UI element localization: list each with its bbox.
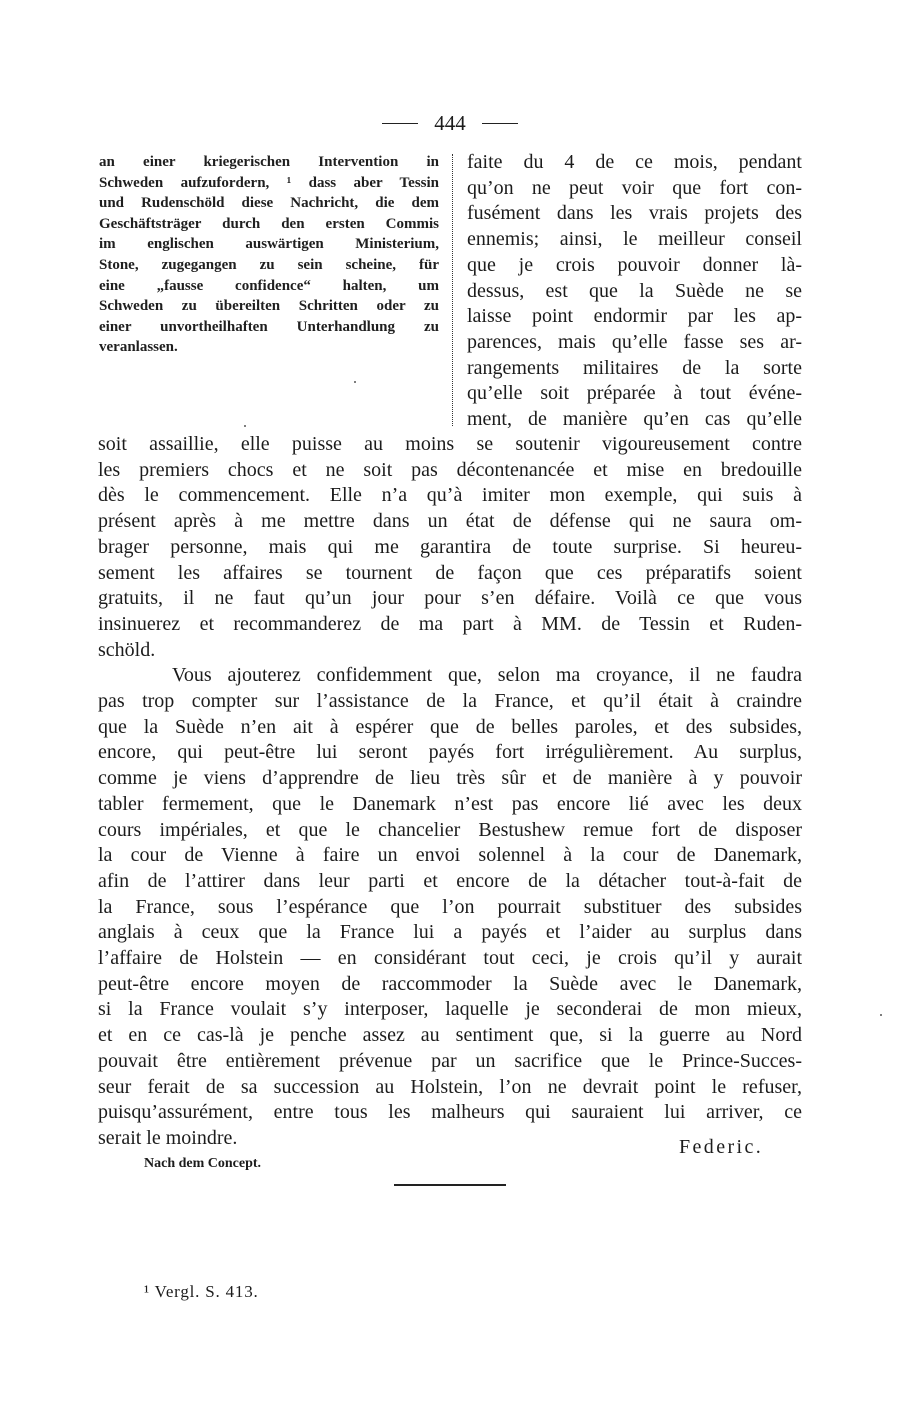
note-line: und Rudenschöld diese Nachricht, die dem bbox=[99, 195, 439, 212]
body-line: puisqu’assurément, entre tous les malheurs qui sauraient lui arriver, ce bbox=[98, 1101, 802, 1124]
body-line: seur ferait de sa succession au Holstein, l’on ne devrait point le refuser, bbox=[98, 1075, 802, 1098]
note-line: veranlassen. bbox=[99, 339, 178, 356]
body-line: présent après à me mettre dans un état de défense qui ne saura om- bbox=[98, 510, 802, 533]
body-line: Vous ajouterez confidemment que, selon ma croyance, il ne faudra bbox=[172, 664, 802, 687]
body-line: serait le moindre. bbox=[98, 1126, 238, 1149]
note-line: im englischen auswärtigen Ministerium, bbox=[99, 236, 439, 253]
letter-line: qu’on ne peut voir que fort con- bbox=[467, 176, 802, 199]
body-line: si la France voulait s’y interposer, laquelle je seconderai de mon mieux, bbox=[98, 998, 802, 1021]
note-line: Stone, zugegangen zu sein scheine, für bbox=[99, 256, 439, 273]
body-line: cours impériales, et que le chancelier Bestushew remue fort de disposer bbox=[98, 818, 802, 841]
body-line: les premiers chocs et ne soit pas décontenancée et mise en bredouille bbox=[98, 458, 802, 481]
body-line: anglais à ceux que la France lui a payés et l’aider au surplus dans bbox=[98, 921, 802, 944]
body-line: pas trop compter sur l’assistance de la France, et qu’il était à craindre bbox=[98, 690, 802, 713]
print-speck bbox=[880, 1014, 882, 1016]
body-line: la cour de Vienne à faire un envoi solennel à la cour de Danemark, bbox=[98, 844, 802, 867]
body-line: et en ce cas-là je penche assez au sentiment que, si la guerre au Nord bbox=[98, 1024, 802, 1047]
body-line: schöld. bbox=[98, 638, 156, 661]
note-line: Schweden zu übereilten Schritten oder zu bbox=[99, 298, 439, 315]
print-speck bbox=[354, 381, 356, 383]
letter-line: dessus, est que la Suède ne se bbox=[467, 279, 802, 302]
letter-line: ennemis; ainsi, le meilleur conseil bbox=[467, 228, 802, 251]
body-line: tabler fermement, que le Danemark n’est pas encore lié avec les deux bbox=[98, 792, 802, 815]
body-line: peut-être encore moyen de raccommoder la Suède avec le Danemark, bbox=[98, 972, 802, 995]
letter-line: rangements militaires de la sorte bbox=[467, 356, 802, 379]
letter-line: parences, mais qu’elle fasse ses ar- bbox=[467, 330, 802, 353]
body-line: gratuits, il ne faut qu’un jour pour s’en défaire. Voilà ce que vous bbox=[98, 587, 802, 610]
source-note: Nach dem Concept. bbox=[144, 1156, 262, 1171]
body-line: pouvait être entièrement prévenue par un sacrifice que le Prince-Succes- bbox=[98, 1049, 802, 1072]
body-line: la France, sous l’espérance que l’on pourrait substituer des subsides bbox=[98, 895, 802, 918]
note-line: Schweden aufzufordern, ¹ dass aber Tessin bbox=[99, 174, 439, 191]
page-number: 444 bbox=[434, 110, 466, 135]
body-line: comme je viens d’apprendre de lieu très sûr et de manière à y pouvoir bbox=[98, 767, 802, 790]
end-rule bbox=[394, 1184, 506, 1186]
letter-line: que je crois pouvoir donner là- bbox=[467, 253, 802, 276]
body-line: dès le commencement. Elle n’a qu’à imiter mon exemple, qui suis à bbox=[98, 484, 802, 507]
signature: Federic. bbox=[679, 1136, 764, 1158]
note-line: an einer kriegerischen Intervention in bbox=[99, 154, 439, 170]
letter-line: ment, de manière qu’en cas qu’elle bbox=[467, 408, 802, 431]
letter-line: faite du 4 de ce mois, pendant bbox=[467, 151, 802, 173]
body-line: encore, qui peut-être lui seront payés fort irrégulièrement. Au surplus, bbox=[98, 741, 802, 764]
body-line: que la Suède n’en ait à espérer que de belles paroles, et des subsides, bbox=[98, 715, 802, 738]
letter-column bbox=[467, 150, 802, 433]
letter-line: qu’elle soit préparée à tout événe- bbox=[467, 382, 802, 405]
letter-line: fusément dans les vrais projets des bbox=[467, 202, 802, 225]
note-line: eine „fausse confidence“ halten, um bbox=[99, 277, 439, 294]
letter-body bbox=[98, 432, 802, 1152]
body-line: brager personne, mais qui me garantira de toute surprise. Si heureu- bbox=[98, 535, 802, 558]
page-header bbox=[0, 108, 900, 138]
body-line: soit assaillie, elle puisse au moins se soutenir vigoureusement contre bbox=[98, 433, 802, 455]
note-line: einer unvortheilhaften Unterhandlung zu bbox=[99, 318, 439, 335]
body-line: sement les affaires se tournent de façon que ces préparatifs soient bbox=[98, 561, 802, 584]
note-line: Geschäftsträger durch den ersten Commis bbox=[99, 215, 439, 232]
letter-line: laisse point endormir par les ap- bbox=[467, 305, 802, 328]
footnote: ¹ Vergl. S. 413. bbox=[144, 1282, 259, 1301]
print-speck bbox=[244, 425, 246, 427]
header-dash-left bbox=[382, 123, 418, 124]
column-divider bbox=[452, 154, 453, 426]
body-line: l’affaire de Holstein — en considérant tout ceci, je crois qu’il y aurait bbox=[98, 947, 802, 970]
header-dash-right bbox=[482, 123, 518, 124]
body-line: afin de l’attirer dans leur parti et encore de la détacher tout-à-fait de bbox=[98, 869, 802, 892]
body-line: insinuerez et recommanderez de ma part à MM. de Tessin et Ruden- bbox=[98, 612, 802, 635]
commentary-note bbox=[99, 152, 439, 358]
